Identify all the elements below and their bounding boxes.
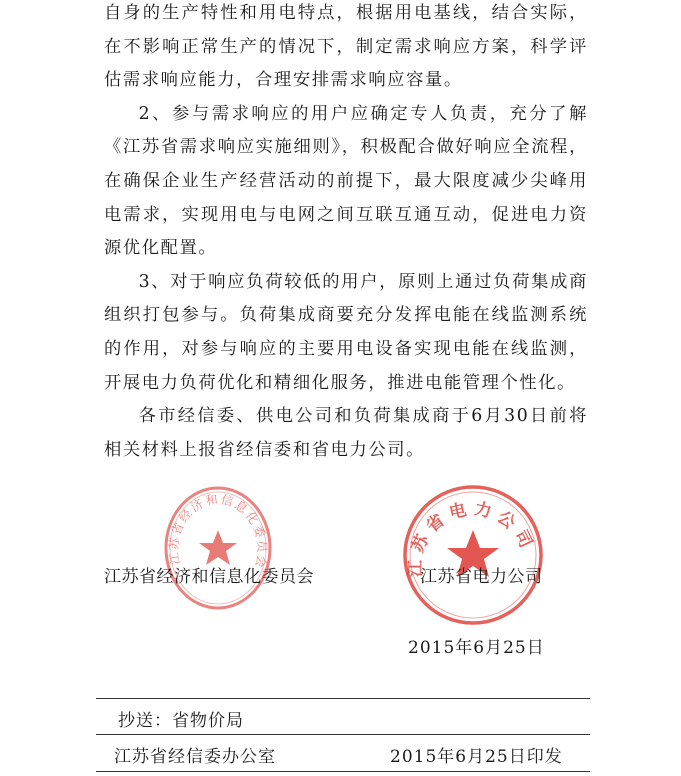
cc-line: 抄送：省物价局 [118, 711, 244, 731]
signature-left: 江苏省经济和信息化委员会 [104, 567, 314, 587]
seal-left-text: 江苏省经济和信息化委员会 [166, 492, 270, 571]
divider-top [96, 698, 590, 699]
paragraph-item-3: 3、对于响应负荷较低的用户，原则上通过负荷集成商组织打包参与。负荷集成商要充分发挥电能在线监测系统的作用，对参与响应的主要用电设备实现电能在线监测，开展电力负荷优化和精细化服务，推进电能管理个性化。 [104, 271, 588, 393]
paragraph-continued: 自身的生产特性和用电特点，根据用电基线，结合实际，在不影响正常生产的情况下，制定需求响应方案，科学评估需求响应能力，合理安排需求响应容量。 [104, 3, 588, 91]
divider-bottom [96, 771, 590, 772]
document-body [104, 0, 588, 467]
seal-left-stamp [162, 484, 274, 612]
seal-right-stamp [400, 482, 546, 628]
issue-date: 2015年6月25日 [408, 638, 545, 658]
divider-middle [96, 734, 590, 735]
paragraph-item-2: 2、参与需求响应的用户应确定专人负责，充分了解《江苏省需求响应实施细则》，积极配合做好响应全流程，在确保企业生产经营活动的前提下，最大限度减少尖峰用电需求，实现用电与电网之间互联互通互动，促进电力资源优化配置。 [104, 103, 588, 259]
seal-right-text: 江苏省电力公司 [405, 498, 539, 578]
signature-right: 江苏省电力公司 [420, 567, 543, 587]
issuer-office: 江苏省经信委办公室 [114, 747, 276, 767]
print-date: 2015年6月25日印发 [390, 747, 563, 767]
paragraph-deadline: 各市经信委、供电公司和负荷集成商于6月30日前将相关材料上报省经信委和省电力公司。 [104, 406, 588, 460]
